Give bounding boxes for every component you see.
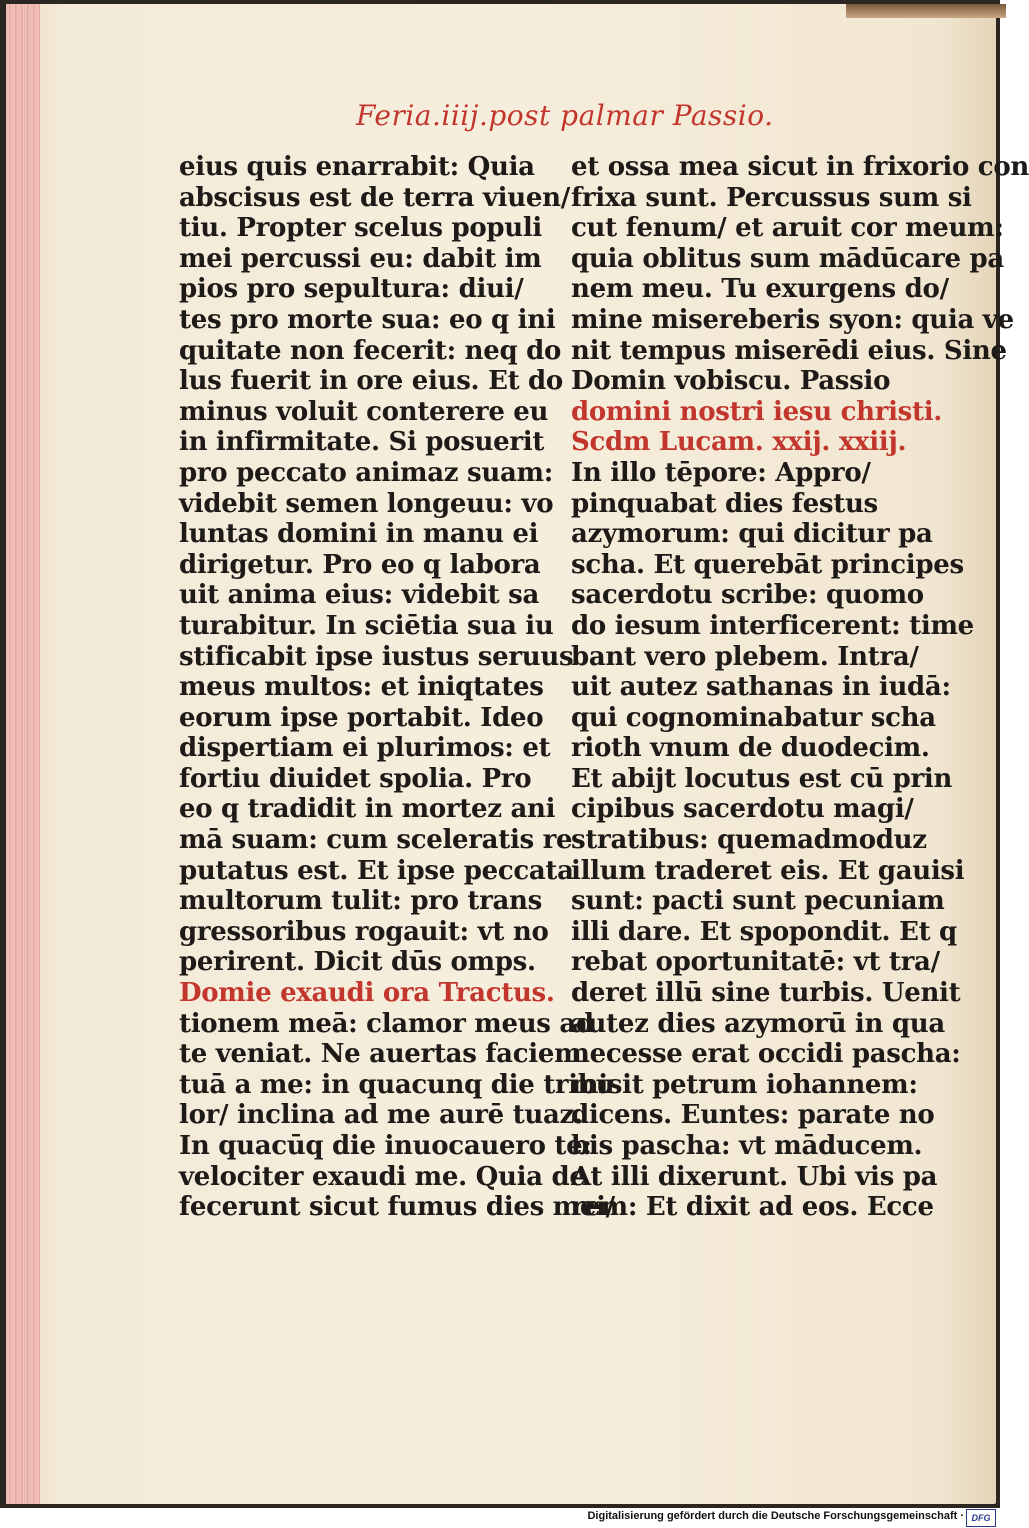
text-line: uit anima eius: videbit sa: [179, 580, 539, 611]
text-line: bis pascha: vt māducem.: [571, 1131, 923, 1161]
text-line: necesse erat occidi pascha:: [571, 1039, 961, 1070]
text-line: quia oblitus sum mādūcare pa: [571, 243, 1004, 274]
text-line: scha. Et querebāt principes: [571, 549, 964, 580]
text-line: eo q tradidit in mortez ani: [179, 794, 556, 825]
text-line: sunt: pacti sunt pecuniam: [571, 886, 945, 917]
text-line: eorum ipse portabit. Ideo: [179, 702, 544, 733]
text-line: Scdm Lucam. xxij. xxiij.: [571, 427, 907, 458]
text-line: nem meu. Tu exurgens do/: [571, 274, 949, 305]
dfg-logo: DFG: [966, 1509, 996, 1527]
text-line: At illi dixerunt. Ubi vis pa: [571, 1161, 938, 1192]
text-line: lus fuerit in ore eius. Et do: [179, 366, 563, 397]
text-line: rem: Et dixit ad eos. Ecce: [571, 1192, 934, 1223]
page-sheet: [6, 4, 1029, 1504]
text-line: multorum tulit: pro trans: [179, 886, 543, 917]
text-line: cut fenum/ et aruit cor meum:: [571, 213, 1004, 244]
text-line: pios pro sepultura: diui/: [179, 274, 524, 305]
text-line: azymorum: qui dicitur pa: [571, 519, 933, 550]
red-page-edge: [6, 4, 40, 1504]
text-line: et ossa mea sicut in frixorio con: [571, 152, 1029, 182]
text-line: do iesum interficerent: time: [571, 610, 974, 641]
text-line: uit autez sathanas in iudā:: [571, 672, 951, 703]
text-line: misit petrum iohannem:: [571, 1069, 918, 1100]
text-line: videbit semen longeuu: vo: [179, 488, 554, 519]
text-line: In illo tēpore: Appro/: [571, 457, 871, 488]
text-line: bant vero plebem. Intra/: [571, 641, 919, 672]
text-line: illum traderet eis. Et gauisi: [571, 855, 965, 886]
text-line: qui cognominabatur scha: [571, 702, 936, 733]
text-line: domini nostri iesu christi.: [571, 396, 943, 427]
funding-note: Digitalisierung gefördert durch die Deutsche Forschungsgemeinschaft ·: [587, 1510, 964, 1522]
text-line: Domin vobiscu. Passio: [571, 366, 891, 397]
text-line: mā suam: cum sceleratis re: [179, 825, 573, 856]
text-line: stratibus: quemadmoduz: [571, 825, 927, 856]
text-line: Et abijt locutus est cū prin: [571, 763, 953, 794]
text-line: dirigetur. Pro eo q labora: [179, 549, 541, 580]
text-line: In quacūq die inuocauero te:: [179, 1131, 592, 1161]
text-line: eius quis enarrabit: Quia: [179, 152, 535, 182]
text-line: fecerunt sicut fumus dies mei/: [179, 1192, 615, 1223]
digitization-footer: [0, 1508, 1000, 1528]
text-line: te veniat. Ne auertas faciem: [179, 1039, 582, 1070]
text-line: pinquabat dies festus: [571, 488, 878, 519]
text-line: pro peccato animaz suam:: [179, 457, 554, 488]
text-line: quitate non fecerit: neq do: [179, 335, 562, 366]
left-text-column: [179, 152, 615, 1223]
text-line: tionem meā: clamor meus ad: [179, 1008, 594, 1039]
text-line: rioth vnum de duodecim.: [571, 733, 930, 764]
text-line: fortiu diuidet spolia. Pro: [179, 763, 532, 794]
text-line: perirent. Dicit dūs omps.: [179, 947, 536, 978]
text-line: tiu. Propter scelus populi: [179, 213, 543, 244]
text-line: meus multos: et iniqtates: [179, 672, 544, 703]
text-line: dispertiam ei plurimos: et: [179, 733, 551, 764]
binding-edge: [846, 4, 1006, 18]
text-line: frixa sunt. Percussus sum si: [571, 182, 972, 213]
text-line: autez dies azymorū in qua: [571, 1008, 945, 1039]
text-line: dicens. Euntes: parate no: [571, 1100, 935, 1131]
text-line: velociter exaudi me. Quia de: [179, 1161, 586, 1192]
text-line: in infirmitate. Si posuerit: [179, 427, 545, 458]
text-line: mine misereberis syon: quia ve: [571, 304, 1014, 335]
text-line: abscisus est de terra viuen/: [179, 182, 570, 213]
text-line: illi dare. Et spopondit. Et q: [571, 916, 957, 947]
text-line: rebat oportunitatē: vt tra/: [571, 947, 940, 978]
text-line: putatus est. Et ipse peccata: [179, 855, 574, 886]
right-text-column: [571, 152, 1029, 1223]
text-line: turabitur. In sciētia sua iu: [179, 610, 554, 641]
text-line: lor/ inclina ad me aurē tuaz.: [179, 1100, 583, 1131]
text-line: mei percussi eu: dabit im: [179, 243, 542, 274]
text-line: nit tempus miserēdi eius. Sine: [571, 335, 1007, 366]
text-line: tuā a me: in quacunq die tribu: [179, 1069, 615, 1100]
text-line: sacerdotu scribe: quomo: [571, 580, 924, 611]
running-title: Feria.iiij.post palmar Passio.: [356, 99, 774, 132]
text-line: Domie exaudi ora Tractus.: [179, 978, 555, 1009]
text-line: minus voluit conterere eu: [179, 396, 549, 427]
text-line: gressoribus rogauit: vt no: [179, 916, 549, 947]
text-line: cipibus sacerdotu magi/: [571, 794, 914, 825]
text-line: tes pro morte sua: eo q ini: [179, 304, 556, 335]
text-line: luntas domini in manu ei: [179, 519, 539, 550]
text-line: stificabit ipse iustus seruus: [179, 641, 574, 672]
text-line: deret illū sine turbis. Uenit: [571, 978, 961, 1009]
